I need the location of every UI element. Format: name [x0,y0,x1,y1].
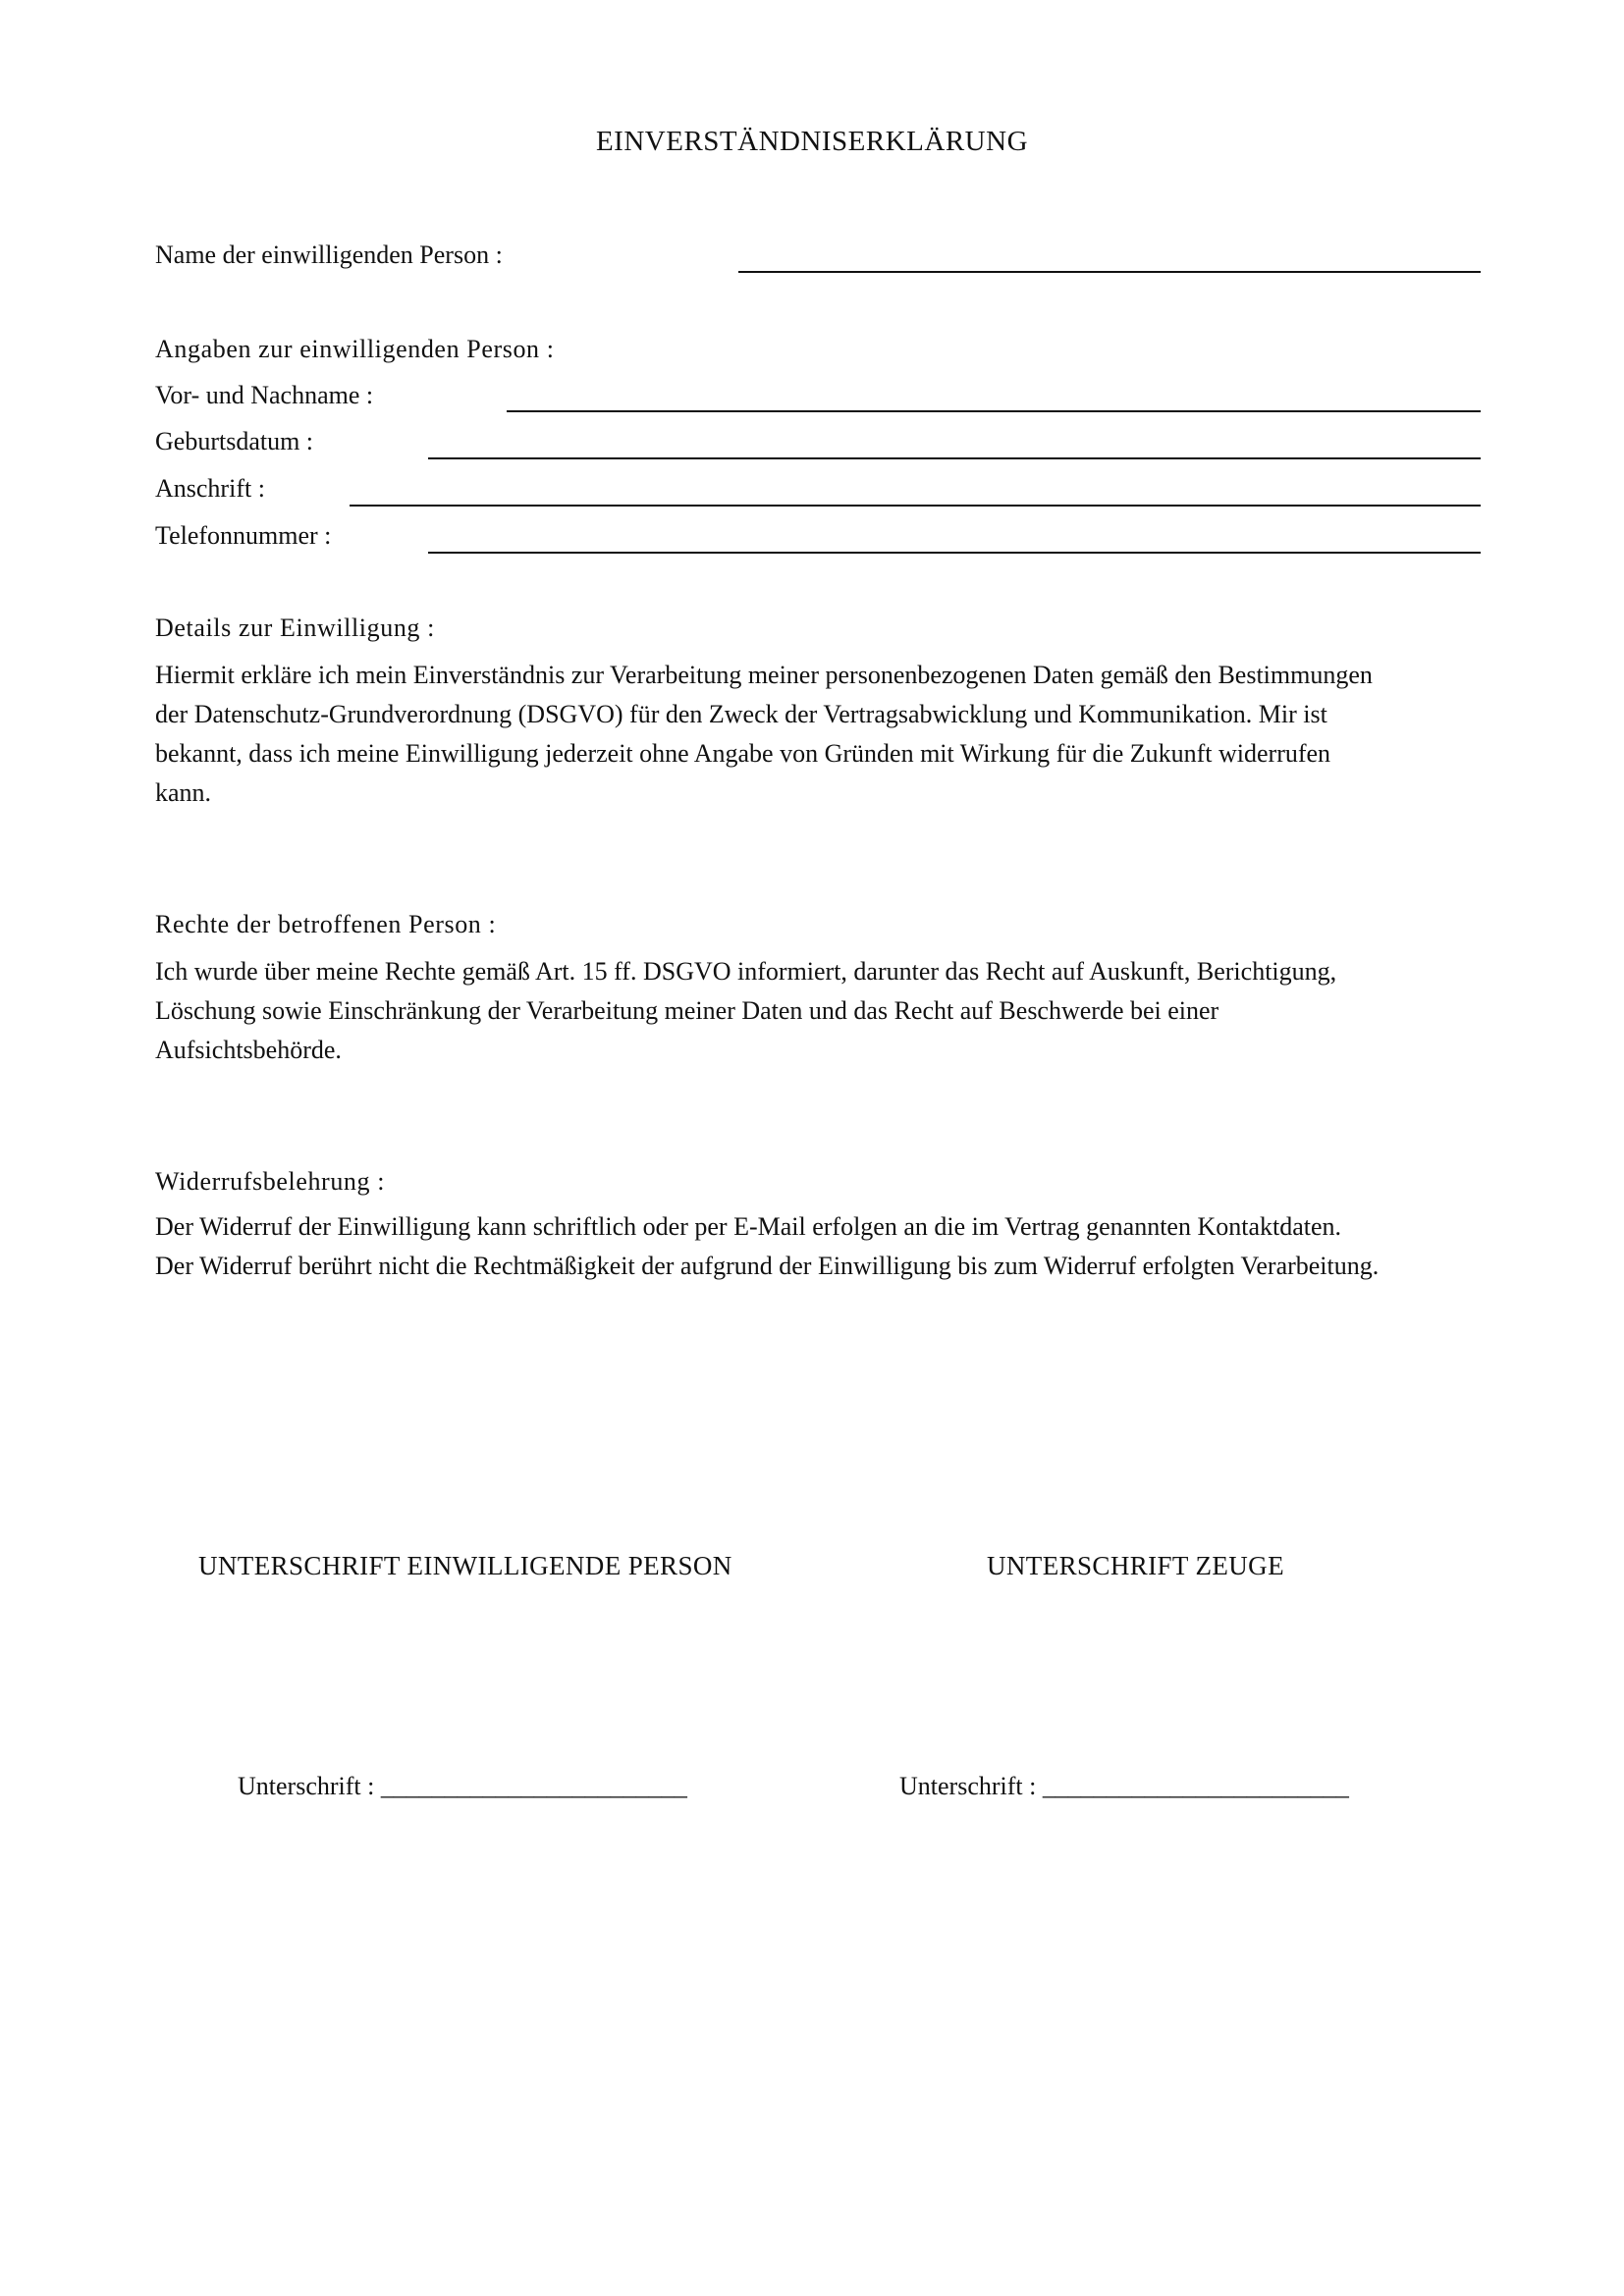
rights-text [155,952,1336,1070]
consent-details-heading: Details zur Einwilligung : [155,614,435,642]
consenting-name-field[interactable] [738,271,1481,273]
rights-line: Löschung sowie Einschränkung der Verarbeitung meiner Daten und das Recht auf Beschwerde bei einer [155,996,1219,1025]
consent-details-line: kann. [155,778,212,807]
consent-details-line: der Datenschutz-Grundverordnung (DSGVO) für den Zweck der Vertragsabwicklung und Kommunikation. Mir ist [155,700,1327,728]
full-name-label: Vor- und Nachname : [155,381,374,409]
rights-heading: Rechte der betroffenen Person : [155,910,497,938]
consenting-name-label: Name der einwilligenden Person : [155,240,503,269]
signature-field-consenting-person[interactable]: Unterschrift : ________________________ [238,1772,687,1800]
birth-date-field[interactable] [428,457,1481,459]
revocation-line: Der Widerruf berührt nicht die Rechtmäßigkeit der aufgrund der Einwilligung bis zum Widerruf erfolgten Verarbeitung. [155,1252,1380,1280]
rights-line: Ich wurde über meine Rechte gemäß Art. 15 ff. DSGVO informiert, darunter das Recht auf Auskunft, Berichtigung, [155,957,1337,986]
rights-line: Aufsichtsbehörde. [155,1036,342,1064]
person-section-heading: Angaben zur einwilligenden Person : [155,335,555,363]
phone-label: Telefonnummer : [155,521,332,550]
consent-details-line: bekannt, dass ich meine Einwilligung jederzeit ohne Angabe von Gründen mit Wirkung für die Zukunft widerrufen [155,739,1331,768]
birth-date-label: Geburtsdatum : [155,427,314,455]
signature-caption-consenting-person: UNTERSCHRIFT EINWILLIGENDE PERSON [198,1551,732,1580]
revocation-line: Der Widerruf der Einwilligung kann schriftlich oder per E-Mail erfolgen an die im Vertrag genannten Kontaktdaten. [155,1212,1342,1241]
consent-details-text [155,656,1373,813]
phone-field[interactable] [428,552,1481,554]
document-title: EINVERSTÄNDNISERKLÄRUNG [595,126,1029,157]
address-field[interactable] [350,505,1481,507]
full-name-field[interactable] [507,410,1481,412]
signature-field-witness[interactable]: Unterschrift : ________________________ [899,1772,1349,1800]
revocation-heading: Widerrufsbelehrung : [155,1167,386,1196]
consent-details-line: Hiermit erkläre ich mein Einverständnis zur Verarbeitung meiner personenbezogenen Daten gemäß den Bestimmungen [155,661,1373,689]
address-label: Anschrift : [155,474,265,503]
signature-caption-witness: UNTERSCHRIFT ZEUGE [987,1551,1284,1580]
revocation-text [155,1207,1379,1286]
